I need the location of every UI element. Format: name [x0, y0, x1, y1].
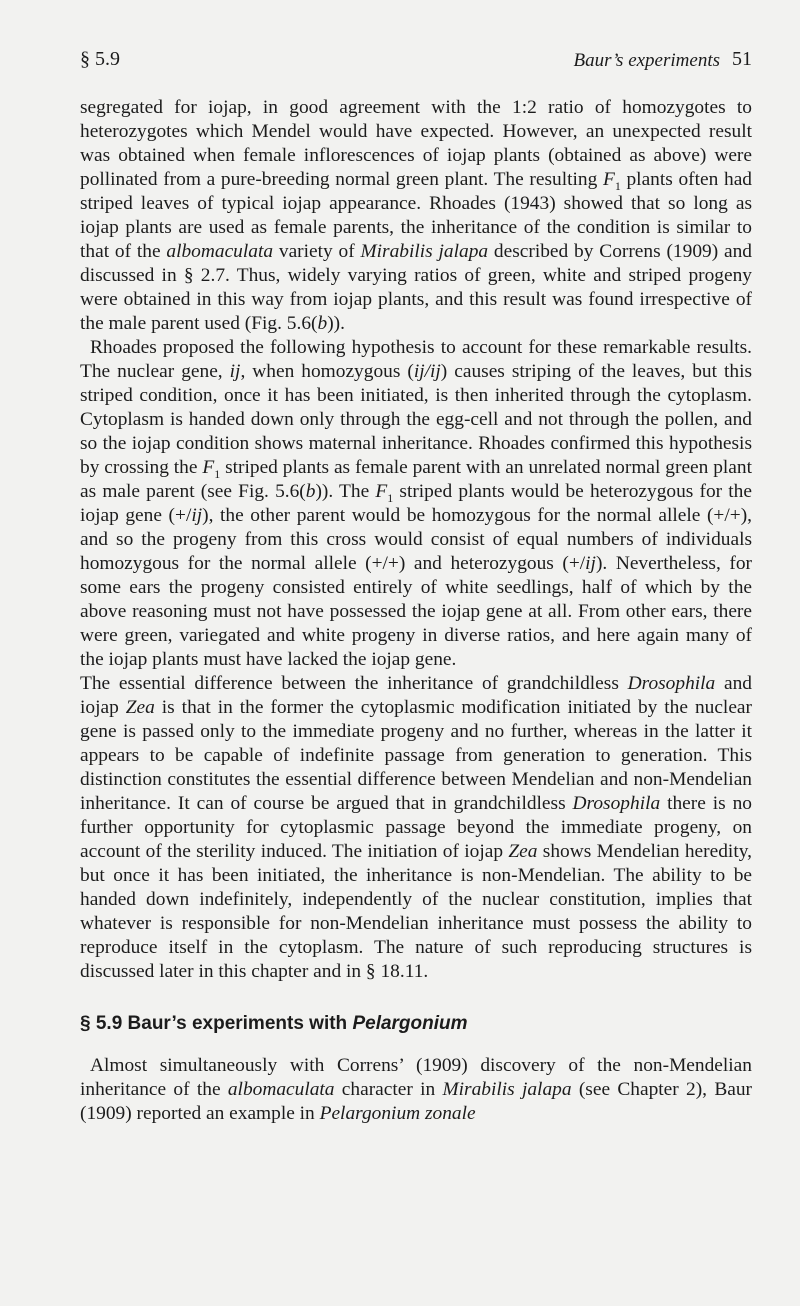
page-body [80, 96, 752, 1126]
paragraph-1: segregated for iojap, in good agreement with the 1:2 ratio of homozygotes to heterozygotes which Mendel would have expected. However, an unexpected result was obtained when female inflorescences of iojap plants (obtained as above) were pollinated from a pure-breeding normal green plant. The resulting $F_1$ plants often had striped leaves of typical iojap appearance. Rhoades (1943) showed that so long as iojap plants are used as female parents, the inheritance of the condition is similar to that of the albomaculata variety of Mirabilis jalapa described by Correns (1909) and discussed in § 2.7. Thus, widely varying ratios of green, white and striped progeny were obtained in this way from iojap plants, and this result was found irrespective of the male parent used (Fig. 5.6(b)). [80, 97, 753, 334]
paragraph-3: The essential difference between the inheritance of grandchildless Drosophila and iojap Zea is that in the former the cytoplasmic modification initiated by the nuclear gene is passed only to the immediate progeny and no further, whereas in the latter it appears to be capable of indefinite passage from generation to generation. This distinction constitutes the essential difference between Mendelian and non-Mendelian inheritance. It can of course be argued that in grandchildless Drosophila there is no further opportunity for cytoplasmic passage beyond the immediate progeny, on account of the sterility induced. The initiation of iojap Zea shows Mendelian heredity, but once it has been initiated, the inheritance is non-Mendelian. The ability to be handed down indefinitely, independently of the nuclear constitution, implies that whatever is responsible for non-Mendelian inheritance must possess the ability to reproduce itself in the cytoplasm. The nature of such reproducing structures is discussed later in this chapter and in § 18.11. [80, 673, 752, 982]
header-running-title: Baur’s experiments [573, 50, 720, 71]
paragraph-2: Rhoades proposed the following hypothesis to account for these remarkable results. The nuclear gene, ij, when homozygous (ij/ij) causes striping of the leaves, but this striped condition, once it has been initiated, is then inherited through the cytoplasm. Cytoplasm is handed down only through the egg-cell and not through the pollen, and so the iojap condition shows maternal inheritance. Rhoades confirmed this hypothesis by crossing the $F_1$ striped plants as female parent with an unrelated normal green plant as male parent (see Fig. 5.6(b)). The $F_1$ striped plants would be heterozygous for the iojap gene (+/ij), the other parent would be homozygous for the normal allele (+/+), and so the progeny from this cross would consist of equal numbers of individuals homozygous for the normal allele (+/+) and heterozygous (+/ij). Nevertheless, for some ears the progeny consisted entirely of white seedlings, half of which by the above reasoning must not have possessed the iojap gene at all. From other ears, there were green, variegated and white progeny in diverse ratios, and here again many of the iojap plants must have lacked the iojap gene. [80, 337, 753, 670]
paragraph-4: Almost simultaneously with Correns’ (1909) discovery of the non-Mendelian inheritance of the albomaculata character in Mirabilis jalapa (see Chapter 2), Baur (1909) reported an example in Pelargonium zonale [80, 1055, 753, 1124]
page-number: 51 [732, 48, 752, 70]
section-heading: § 5.9 Baur’s experiments with Pelargonium [80, 1013, 468, 1034]
running-header [80, 48, 752, 78]
header-section-ref: § 5.9 [80, 48, 120, 70]
